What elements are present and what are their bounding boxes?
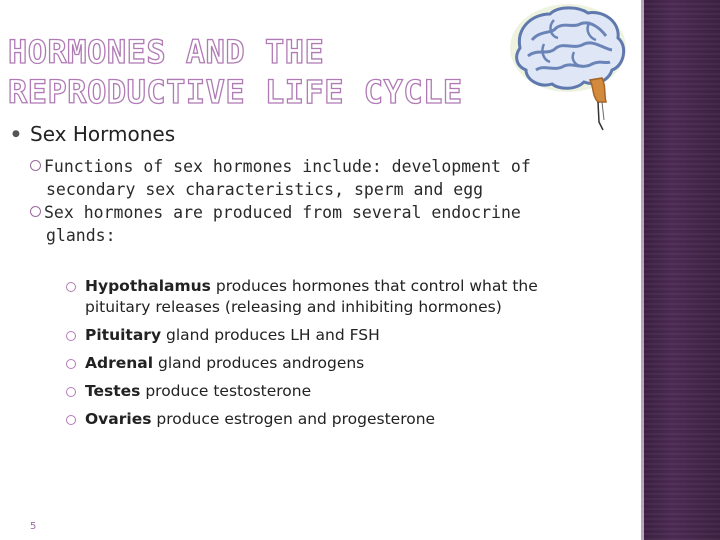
brain-icon [498, 0, 640, 138]
main-bullet [12, 120, 175, 148]
side-decorative-band [641, 0, 720, 540]
circle-bullet-icon [66, 387, 76, 397]
slide-title [8, 32, 463, 112]
circle-bullet-icon [66, 415, 76, 425]
sub-bullet-list [30, 155, 590, 247]
gland-list [64, 276, 584, 437]
small-dot-bullet-icon: ● [12, 129, 20, 139]
list-item: Functions of sex hormones include: development of secondary sex characteristics, sperm and egg [30, 155, 590, 201]
circle-bullet-icon [66, 359, 76, 369]
circle-bullet-icon [30, 160, 41, 171]
gland-item-adrenal: Adrenal gland produces androgens [64, 353, 584, 374]
gland-item-testes: Testes produce testosterone [64, 381, 584, 402]
title-line-2: REPRODUCTIVE LIFE CYCLE [8, 73, 463, 111]
title-line-1: HORMONES AND THE [8, 33, 325, 71]
gland-item-ovaries: Ovaries produce estrogen and progesterone [64, 409, 584, 430]
circle-bullet-icon [30, 206, 41, 217]
list-item: Sex hormones are produced from several endocrine glands: [30, 201, 590, 247]
circle-bullet-icon [66, 331, 76, 341]
circle-bullet-icon [66, 282, 76, 292]
page-number: 5 [30, 521, 37, 532]
main-bullet-text: Sex Hormones [30, 122, 176, 146]
gland-item-pituitary: Pituitary gland produces LH and FSH [64, 325, 584, 346]
gland-item-hypothalamus: Hypothalamus produces hormones that control what the pituitary releases (releasing and inhibiting hormones) [64, 276, 584, 318]
